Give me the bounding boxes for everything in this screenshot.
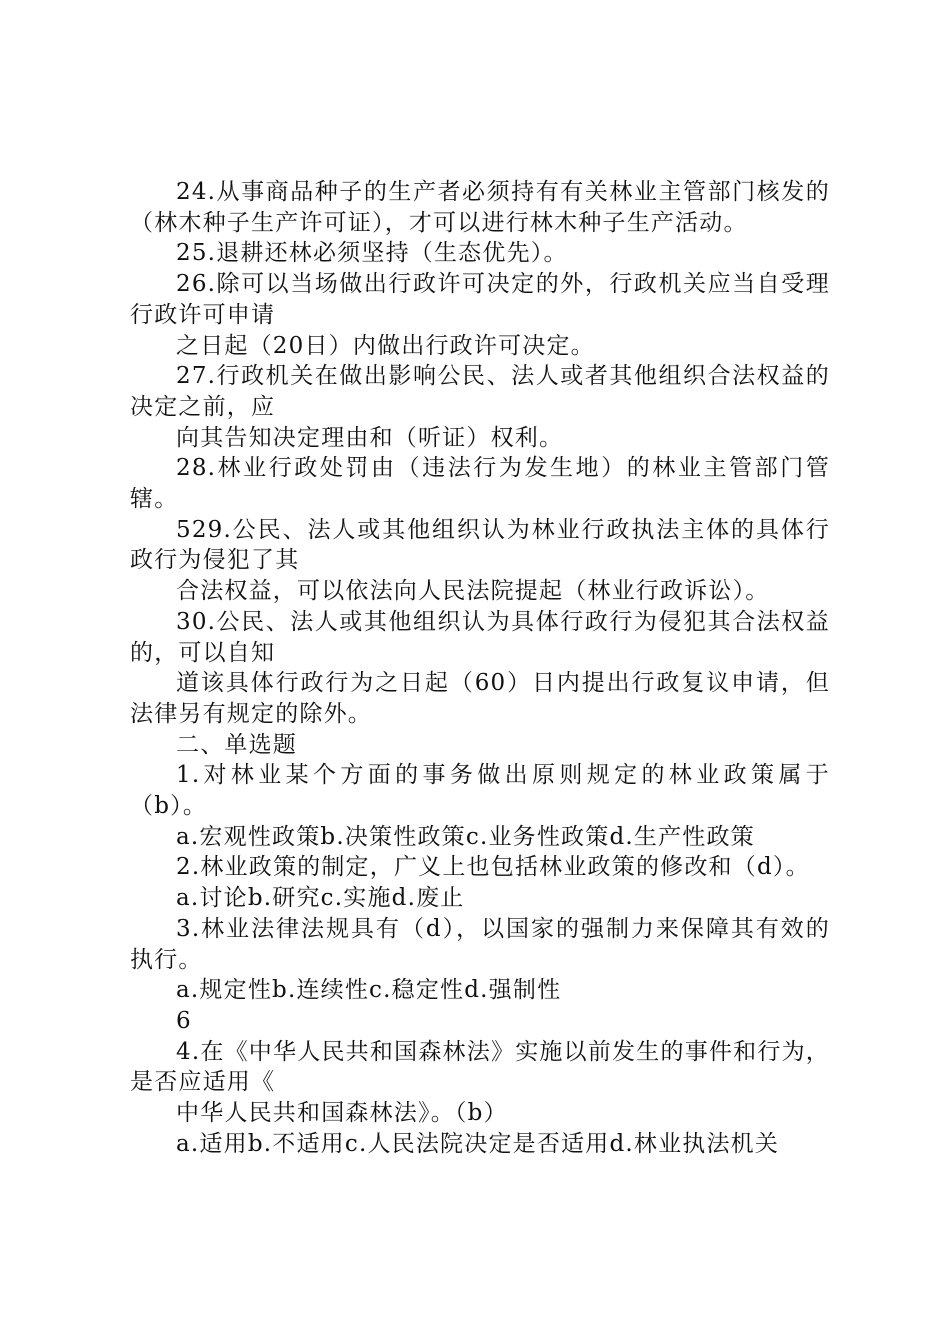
paragraph-27-continued: 向其告知决定理由和（听证）权利。 <box>176 424 564 451</box>
paragraph-24: 24.从事商品种子的生产者必须持有有关林业主管部门核发的（林木种子生产许可证），才可以进行林木种子生产活动。 <box>130 179 830 236</box>
question-4: 4.在《中华人民共和国森林法》实施以前发生的事件和行为，是否应适用《 <box>130 1038 830 1096</box>
question-4-continued: 中华人民共和国森林法》。（b） <box>176 1100 508 1127</box>
paragraph-27: 27.行政机关在做出影响公民、法人或者其他组织合法权益的决定之前，应 <box>130 363 830 420</box>
question-2: 2.林业政策的制定，广义上也包括林业政策的修改和（d）。 <box>176 854 810 881</box>
question-3: 3.林业法律法规具有（d），以国家的强制力来保障其有效的执行。 <box>130 915 830 973</box>
paragraph-26: 26.除可以当场做出行政许可决定的外，行政机关应当自受理行政许可申请 <box>130 271 830 328</box>
question-2-options: a.讨论b.研究c.实施d.废止 <box>176 885 465 912</box>
paragraph-30: 30.公民、法人或其他组织认为具体行政行为侵犯其合法权益的，可以自知 <box>130 608 830 666</box>
section-heading: 二、单选题 <box>176 731 297 758</box>
question-1: 1.对林业某个方面的事务做出原则规定的林业政策属于（b）。 <box>130 762 830 820</box>
question-4-options: a.适用b.不适用c.人民法院决定是否适用d.林业执法机关 <box>176 1130 780 1157</box>
paragraph-29: 529.公民、法人或其他组织认为林业行政执法主体的具体行政行为侵犯了其 <box>130 516 830 574</box>
paragraph-26-continued: 之日起（20日）内做出行政许可决定。 <box>176 332 595 359</box>
paragraph-30-continued: 道该具体行政行为之日起（60）日内提出行政复议申请，但法律另有规定的除外。 <box>130 670 830 727</box>
question-3-options: a.规定性b.连续性c.稳定性d.强制性 <box>176 977 562 1004</box>
paragraph-28: 28.林业行政处罚由（违法行为发生地）的林业主管部门管辖。 <box>130 455 830 513</box>
question-1-options: a.宏观性政策b.决策性政策c.业务性政策d.生产性政策 <box>176 823 755 850</box>
paragraph-25: 25.退耕还林必须坚持（生态优先）。 <box>176 240 568 267</box>
page-number: 6 <box>176 1007 192 1034</box>
paragraph-29-continued: 合法权益，可以依法向人民法院提起（林业行政诉讼）。 <box>176 578 770 605</box>
document-body <box>130 177 830 1160</box>
